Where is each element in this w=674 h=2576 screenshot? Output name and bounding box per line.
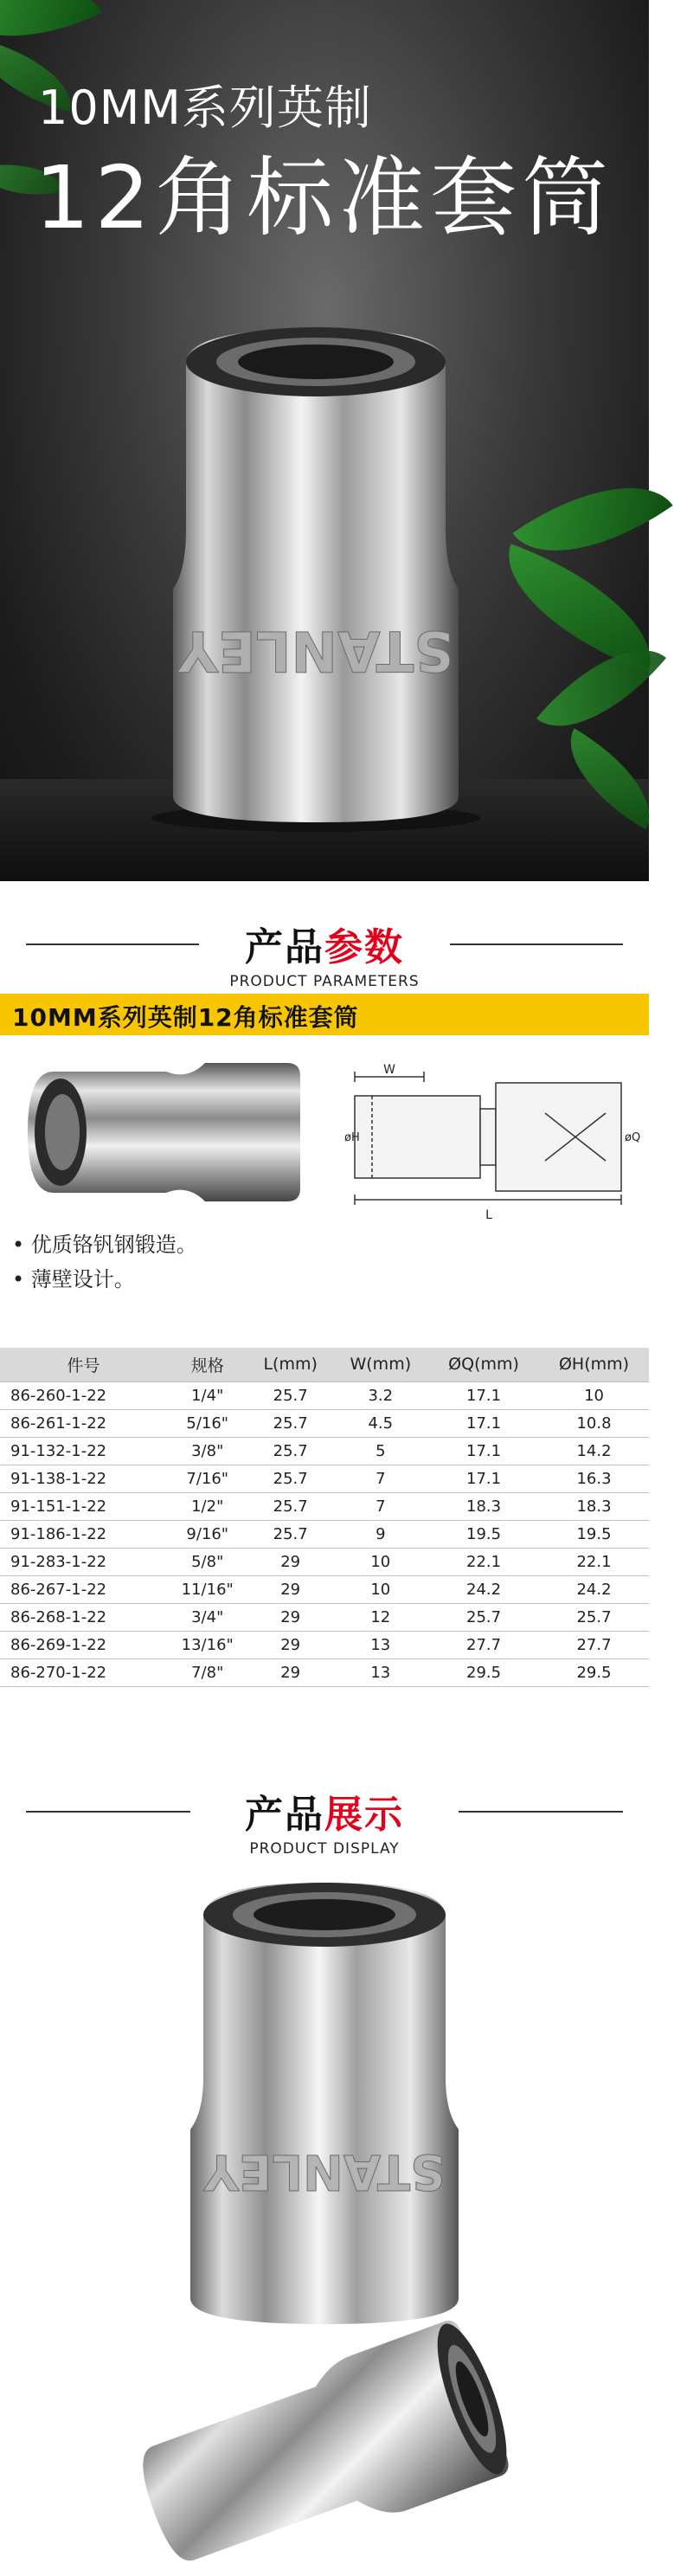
- table-cell: 29.5: [428, 1658, 539, 1686]
- table-cell: 91-186-1-22: [0, 1520, 167, 1548]
- table-cell: 86-260-1-22: [0, 1381, 167, 1409]
- table-cell: 17.1: [428, 1437, 539, 1465]
- table-row: [0, 1465, 649, 1492]
- table-cell: 25.7: [248, 1409, 333, 1437]
- table-cell: 27.7: [539, 1631, 649, 1658]
- table-cell: 19.5: [539, 1520, 649, 1548]
- socket-product-image: [147, 312, 485, 831]
- dimension-h-label: øH: [344, 1131, 360, 1144]
- table-cell: 91-132-1-22: [0, 1437, 167, 1465]
- dimension-q-label: øQ: [625, 1131, 641, 1144]
- table-cell: 29: [248, 1603, 333, 1631]
- table-cell: 86-270-1-22: [0, 1658, 167, 1686]
- socket-display-image-upright: [173, 1870, 476, 2328]
- table-cell: 3/8": [167, 1437, 248, 1465]
- table-row: [0, 1631, 649, 1658]
- table-cell: 10: [333, 1548, 429, 1575]
- params-section-title: [0, 916, 649, 971]
- table-cell: 29.5: [539, 1658, 649, 1686]
- table-cell: 3/4": [167, 1603, 248, 1631]
- column-header: L(mm): [248, 1348, 333, 1381]
- display-section-title: [0, 1783, 649, 1839]
- hero-title: 12角标准套筒: [35, 147, 614, 248]
- table-header-row: [0, 1348, 649, 1381]
- brand-engraving-text: STANLEY: [177, 618, 454, 682]
- table-cell: 16.3: [539, 1465, 649, 1492]
- column-header: 件号: [0, 1348, 167, 1381]
- table-cell: 5/16": [167, 1409, 248, 1437]
- table-cell: 25.7: [248, 1437, 333, 1465]
- table-cell: 86-269-1-22: [0, 1631, 167, 1658]
- dimension-l-label: L: [485, 1208, 492, 1222]
- product-name-bar: [0, 994, 649, 1035]
- table-cell: 5/8": [167, 1548, 248, 1575]
- table-cell: 3.2: [333, 1381, 429, 1409]
- socket-side-image: [19, 1054, 305, 1210]
- table-cell: 29: [248, 1658, 333, 1686]
- table-cell: 9: [333, 1520, 429, 1548]
- hero-banner: [0, 0, 649, 881]
- table-cell: 86-267-1-22: [0, 1575, 167, 1603]
- table-row: [0, 1437, 649, 1465]
- table-cell: 24.2: [428, 1575, 539, 1603]
- table-cell: 27.7: [428, 1631, 539, 1658]
- display-section-subtitle: PRODUCT DISPLAY: [249, 1840, 400, 1858]
- display-section-header: [0, 1783, 649, 1858]
- table-cell: 18.3: [428, 1492, 539, 1520]
- table-cell: 7: [333, 1492, 429, 1520]
- table-cell: 86-261-1-22: [0, 1409, 167, 1437]
- table-cell: 13/16": [167, 1631, 248, 1658]
- feature-item: • 优质铬钒钢锻造。: [12, 1233, 197, 1257]
- table-cell: 14.2: [539, 1437, 649, 1465]
- table-cell: 91-151-1-22: [0, 1492, 167, 1520]
- table-cell: 4.5: [333, 1409, 429, 1437]
- table-cell: 25.7: [248, 1492, 333, 1520]
- column-header: 规格: [167, 1348, 248, 1381]
- params-title-black: 产品: [245, 925, 324, 969]
- table-cell: 17.1: [428, 1409, 539, 1437]
- table-cell: 25.7: [248, 1465, 333, 1492]
- table-row: [0, 1409, 649, 1437]
- table-row: [0, 1548, 649, 1575]
- table-row: [0, 1603, 649, 1631]
- column-header: ØQ(mm): [428, 1348, 539, 1381]
- table-cell: 10: [333, 1575, 429, 1603]
- table-cell: 10: [539, 1381, 649, 1409]
- table-cell: 18.3: [539, 1492, 649, 1520]
- table-cell: 7/8": [167, 1658, 248, 1686]
- table-cell: 13: [333, 1631, 429, 1658]
- feature-item: • 薄壁设计。: [12, 1267, 135, 1291]
- table-row: [0, 1575, 649, 1603]
- table-cell: 91-138-1-22: [0, 1465, 167, 1492]
- table-cell: 9/16": [167, 1520, 248, 1548]
- table-row: [0, 1520, 649, 1548]
- table-cell: 22.1: [539, 1548, 649, 1575]
- table-cell: 17.1: [428, 1381, 539, 1409]
- brand-engraving-text: STANLEY: [203, 2143, 446, 2199]
- display-title-red: 展示: [324, 1793, 404, 1837]
- column-header: W(mm): [333, 1348, 429, 1381]
- table-cell: 1/2": [167, 1492, 248, 1520]
- hero-subtitle: 10MM系列英制: [38, 80, 372, 135]
- table-cell: 22.1: [428, 1548, 539, 1575]
- table-cell: 29: [248, 1631, 333, 1658]
- table-cell: 25.7: [248, 1381, 333, 1409]
- table-row: [0, 1381, 649, 1409]
- table-cell: 17.1: [428, 1465, 539, 1492]
- dimension-diagram: [346, 1061, 640, 1226]
- table-row: [0, 1492, 649, 1520]
- table-cell: 10.8: [539, 1409, 649, 1437]
- table-cell: 91-283-1-22: [0, 1548, 167, 1575]
- params-section-subtitle: PRODUCT PARAMETERS: [229, 973, 420, 990]
- params-title-red: 参数: [324, 925, 404, 969]
- column-header: ØH(mm): [539, 1348, 649, 1381]
- table-cell: 24.2: [539, 1575, 649, 1603]
- table-cell: 86-268-1-22: [0, 1603, 167, 1631]
- table-cell: 25.7: [248, 1520, 333, 1548]
- table-cell: 1/4": [167, 1381, 248, 1409]
- display-title-black: 产品: [245, 1793, 324, 1837]
- table-cell: 29: [248, 1575, 333, 1603]
- table-cell: 7/16": [167, 1465, 248, 1492]
- table-cell: 25.7: [428, 1603, 539, 1631]
- product-name-label: 10MM系列英制12角标准套筒: [12, 1003, 359, 1032]
- table-cell: 11/16": [167, 1575, 248, 1603]
- table-cell: 5: [333, 1437, 429, 1465]
- params-section-header: [0, 916, 649, 990]
- table-cell: 12: [333, 1603, 429, 1631]
- table-cell: 19.5: [428, 1520, 539, 1548]
- socket-display-image-tilted: [138, 2337, 502, 2562]
- dimension-w-label: W: [383, 1063, 395, 1077]
- table-cell: 29: [248, 1548, 333, 1575]
- table-cell: 25.7: [539, 1603, 649, 1631]
- table-row: [0, 1658, 649, 1686]
- feature-list: [12, 1227, 197, 1297]
- table-cell: 7: [333, 1465, 429, 1492]
- spec-table: [0, 1348, 649, 1687]
- table-cell: 13: [333, 1658, 429, 1686]
